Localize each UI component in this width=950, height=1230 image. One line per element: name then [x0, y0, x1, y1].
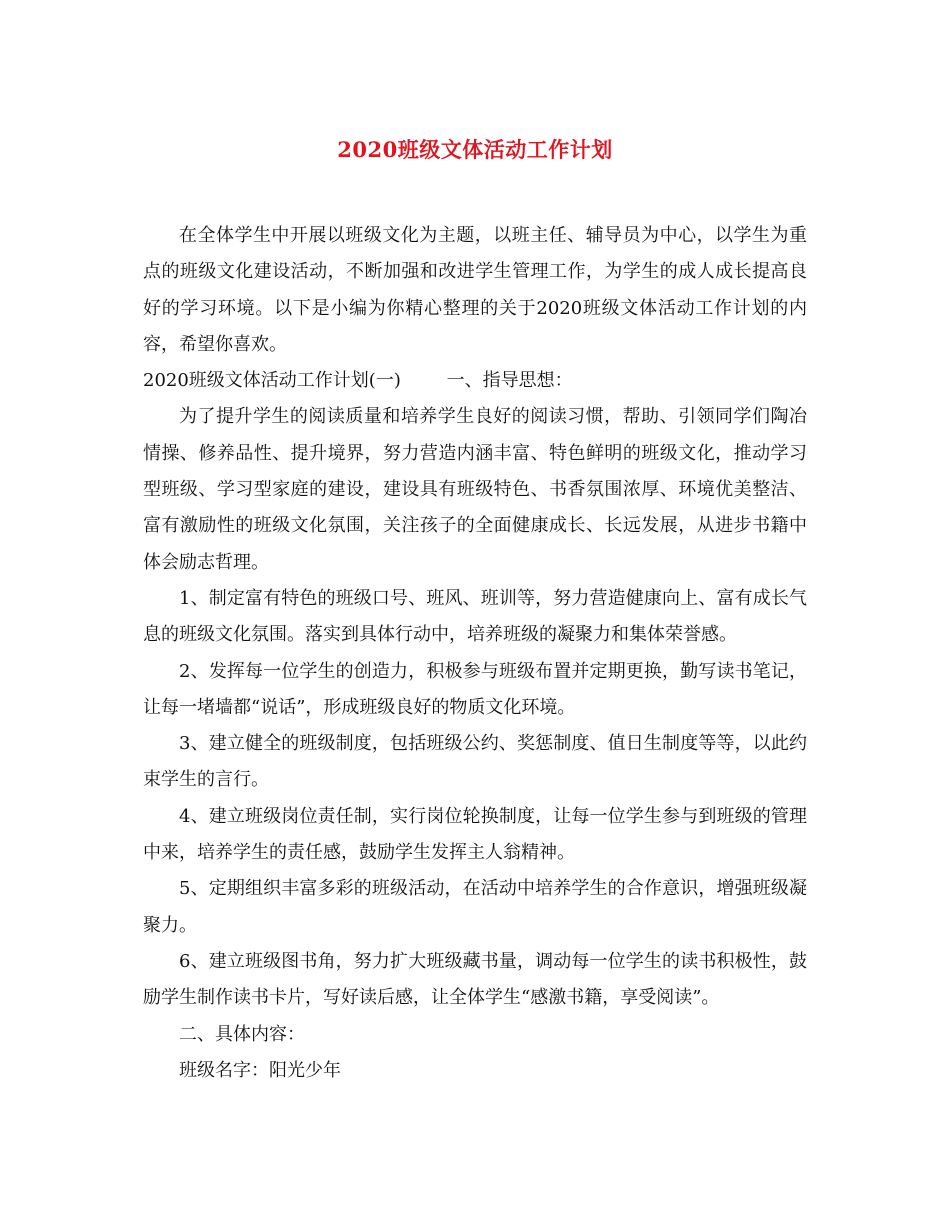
guiding-thought-paragraph: 为了提升学生的阅读质量和培养学生良好的阅读习惯，帮助、引领同学们陶冶情操、修养品性、提升境界，努力营造内涵丰富、特色鲜明的班级文化，推动学习型班级、学习型家庭的建设，建设具有班级特色、书香氛围浓厚、环境优美整洁、富有激励性的班级文化氛围，关注孩子的全面健康成长、长远发展，从进步书籍中体会励志哲理。	[143, 406, 807, 573]
list-item-3: 3、建立健全的班级制度，包括班级公约、奖惩制度、值日生制度等等，以此约束学生的言行。	[143, 733, 807, 791]
list-item-6: 6、建立班级图书角，努力扩大班级藏书量，调动每一位学生的读书积极性，鼓励学生制作读书卡片，写好读后感，让全体学生“感激书籍，享受阅读”。	[143, 950, 807, 1009]
list-item-5: 5、定期组织丰富多彩的班级活动，在活动中培养学生的合作意识，增强班级凝聚力。	[143, 878, 807, 936]
document-body	[143, 218, 807, 1089]
document-title: 2020班级文体活动工作计划	[337, 137, 613, 162]
list-item-4: 4、建立班级岗位责任制，实行岗位轮换制度，让每一位学生参与到班级的管理中来，培养学生的责任感，鼓励学生发挥主人翁精神。	[143, 805, 807, 864]
list-item-2: 2、发挥每一位学生的创造力，积极参与班级布置并定期更换，勤写读书笔记，让每一堵墙都“说话”，形成班级良好的物质文化环境。	[143, 660, 807, 718]
class-name-line: 班级名字：阳光少年	[179, 1059, 341, 1081]
section-heading-plan-one: 2020班级文体活动工作计划(一) 一、指导思想：	[143, 370, 573, 392]
intro-paragraph: 在全体学生中开展以班级文化为主题，以班主任、辅导员为中心，以学生为重点的班级文化建设活动，不断加强和改进学生管理工作，为学生的成人成长提高良好的学习环境。以下是小编为你精心整理的关于2020班级文体活动工作计划的内容，希望你喜欢。	[143, 225, 807, 355]
list-item-1: 1、制定富有特色的班级口号、班风、班训等，努力营造健康向上、富有成长气息的班级文化氛围。落实到具体行动中，培养班级的凝聚力和集体荣誉感。	[143, 587, 807, 646]
section-heading-content: 二、具体内容：	[179, 1023, 305, 1045]
